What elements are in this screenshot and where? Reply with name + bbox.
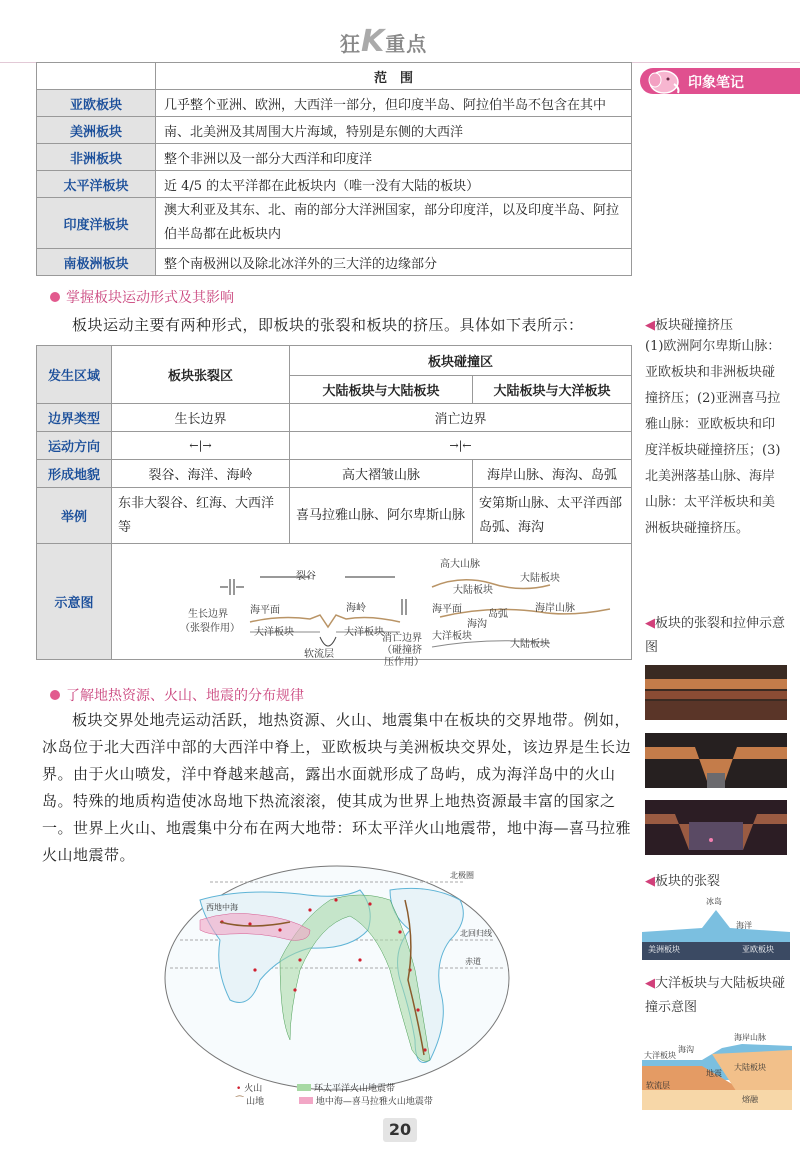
grow-sub: （张裂作用） — [180, 623, 240, 634]
ridge-label: 海岭 — [346, 603, 366, 614]
section-paragraph: 板块交界处地壳运动活跃，地热资源、火山、地震集中在板块的交界地带。例如，冰岛位于北大西洋中部的大西洋中脊上，亚欧板块与美洲板块交界处，该边界是生长边界。由于火山喷发，洋中脊越来越高，露出水面就形成了岛屿，成为海洋岛中的火山岛。特殊的地质构造使冰岛地下热流滚滚，使其成为世界上地热资源最丰富的国家之一。世界上火山、地震集中分布在两大地带：环太平洋火山地震带，地中海—喜马拉雅火山地震带。 — [42, 711, 632, 864]
die-sub: 压作用） — [384, 657, 424, 667]
earthquake-label: 地震 — [706, 1069, 722, 1078]
triangle-icon: ◀ — [645, 874, 655, 889]
direction-row-header: 运动方向 — [37, 432, 112, 460]
plate-range: 澳大利亚及其东、北、南的部分大洋洲国家，部分印度洋，以及印度半岛、阿拉伯半岛都在此板块内 — [156, 198, 632, 249]
iceland-label: 冰岛 — [706, 897, 722, 906]
north-tropic-label: 北回归线 — [460, 929, 492, 938]
plate-range: 整个非洲以及一部分大西洋和印度洋 — [156, 144, 632, 171]
rift-crust — [250, 615, 400, 627]
plate-name: 非洲板块 — [37, 144, 156, 171]
asthenosphere-label: 软流层 — [304, 649, 334, 660]
example-rift: 东非大裂谷、红海、大西洋等 — [112, 488, 290, 544]
page-number: 20 — [383, 1118, 417, 1142]
section-title-plate-motion: 掌握板块运动形式及其影响 — [50, 287, 234, 307]
north-circle-label: 北极圈 — [450, 871, 474, 880]
plate-name: 亚欧板块 — [37, 90, 156, 117]
plate-name: 印度洋板块 — [37, 198, 156, 249]
example-co: 安第斯山脉、太平洋西部岛弧、海沟 — [473, 488, 632, 544]
ocean-plate-label: 大洋板块 — [432, 631, 472, 642]
continental-plate-label: 大陆板块 — [734, 1063, 766, 1072]
landform-cc: 高大褶皱山脉 — [290, 460, 473, 488]
rift-stage-2-image — [645, 733, 787, 788]
rift-stage-3-image — [645, 800, 787, 855]
bullet-icon — [50, 292, 60, 302]
triangle-icon: ◀ — [645, 318, 655, 333]
plate-name: 美洲板块 — [37, 117, 156, 144]
elephant-icon — [644, 66, 684, 96]
example-cc: 喜马拉雅山脉、阿尔卑斯山脉 — [290, 488, 473, 544]
plate-label: 亚欧板块 — [742, 945, 774, 954]
collide-header: 板块碰撞区 — [290, 346, 632, 376]
plate-name: 太平洋板块 — [37, 171, 156, 198]
die-sub: （碰撞挤 — [382, 645, 422, 656]
plate-range: 几乎整个亚洲、欧洲，大西洋一部分，但印度半岛、阿拉伯半岛不包含在其中 — [156, 90, 632, 117]
ocean-label: 海洋 — [736, 921, 752, 930]
asthenosphere-label: 软流层 — [646, 1081, 670, 1090]
coast-mtn-label: 海岸山脉 — [535, 603, 575, 614]
equator-label: 赤道 — [465, 957, 481, 966]
header-title: 狂K重点 — [340, 24, 428, 59]
die-label: 消亡边界 — [382, 633, 422, 644]
rift-stage-1-image — [645, 665, 787, 720]
map-legend: • 火山 环太平洋火山地震带 ⁀ 山地 地中海—喜马拉雅火山地震带 — [236, 1084, 433, 1107]
triangle-icon: ◀ — [645, 976, 655, 991]
direction-collide: →|← — [290, 432, 632, 460]
landform-rift: 裂谷、海洋、海岭 — [112, 460, 290, 488]
sidebar-note-title: ◀板块的张裂和拉伸示意图 — [645, 616, 786, 655]
sidebar-note-title: ◀大洋板块与大陆板块碰撞示意图 — [645, 976, 786, 1015]
co-header: 大陆板块与大洋板块 — [473, 376, 632, 404]
example-row-header: 举例 — [37, 488, 112, 544]
boundary-collide: 消亡边界 — [290, 404, 632, 432]
mountain-legend-icon: ⁀ — [236, 1097, 244, 1107]
sea-level-label: 海平面 — [250, 605, 280, 616]
trench-label: 海沟 — [678, 1045, 694, 1054]
direction-rift: ←|→ — [112, 432, 290, 460]
zone-header: 发生区域 — [37, 346, 112, 404]
cont-plate-label: 大陆板块 — [453, 585, 493, 596]
rift-valley-label: 裂谷 — [296, 571, 316, 582]
coast-mountain-label: 海岸山脉 — [734, 1033, 766, 1042]
pacific-legend-swatch — [297, 1084, 311, 1091]
plate-range-table — [36, 62, 632, 276]
high-mtn-label: 高大山脉 — [440, 559, 480, 570]
ocean-plate-label: 大洋板块 — [254, 627, 294, 638]
page-header — [0, 0, 800, 62]
section-title-distribution: 了解地热资源、火山、地震的分布规律 — [50, 685, 304, 705]
sidebar-note-title: ◀板块的张裂 — [645, 874, 721, 889]
cont-plate-label: 大陆板块 — [520, 573, 560, 584]
triangle-icon: ◀ — [645, 616, 655, 631]
ocean-plate-label: 大洋板块 — [644, 1051, 676, 1060]
cont-plate-label: 大陆板块 — [510, 639, 550, 650]
med-legend-swatch — [299, 1097, 313, 1104]
world-seismic-map — [160, 860, 515, 1110]
island-arc-label: 岛弧 — [488, 609, 508, 620]
range-header: 范 围 — [156, 63, 632, 90]
plate-name: 南极洲板块 — [37, 249, 156, 276]
notes-badge-label: 印象笔记 — [688, 75, 744, 91]
plate-range: 南、北美洲及其周围大片海域，特别是东侧的大西洋 — [156, 117, 632, 144]
collision-image — [642, 1030, 792, 1110]
trench-label: 海沟 — [467, 619, 487, 630]
grow-label: 生长边界 — [188, 609, 228, 620]
landform-co: 海岸山脉、海沟、岛弧 — [473, 460, 632, 488]
rift-header: 板块张裂区 — [112, 346, 290, 404]
sidebar-note-title: ◀板块碰撞挤压 — [645, 318, 734, 333]
section-intro: 板块运动主要有两种形式，即板块的张裂和板块的挤压。具体如下表所示： — [72, 316, 584, 334]
sea-level-label: 海平面 — [432, 604, 462, 615]
diagram-row-header: 示意图 — [37, 544, 112, 660]
plate-label: 美洲板块 — [648, 945, 680, 954]
melting-label: 熔融 — [742, 1095, 758, 1104]
mediterranean-label: 西地中海 — [206, 903, 238, 912]
sidebar-note-text: (1)欧洲阿尔卑斯山脉：亚欧板块和非洲板块碰撞挤压；(2)亚洲喜马拉雅山脉：亚欧板块和印度洋板块碰撞挤压；(3)北美洲落基山脉、海岸山脉：太平洋板块和美洲板块碰撞挤压。 — [645, 339, 781, 536]
plate-boundary-diagram — [170, 557, 630, 667]
iceland-rift-image — [642, 892, 790, 960]
volcano-legend-icon: • — [236, 1084, 242, 1094]
bullet-icon — [50, 690, 60, 700]
boundary-row-header: 边界类型 — [37, 404, 112, 432]
landform-row-header: 形成地貌 — [37, 460, 112, 488]
ocean-plate-label: 大洋板块 — [344, 627, 384, 638]
plate-range: 近 4/5 的太平洋都在此板块内（唯一没有大陆的板块） — [156, 171, 632, 198]
boundary-rift: 生长边界 — [112, 404, 290, 432]
cc-header: 大陆板块与大陆板块 — [290, 376, 473, 404]
plate-range: 整个南极洲以及除北冰洋外的三大洋的边缘部分 — [156, 249, 632, 276]
